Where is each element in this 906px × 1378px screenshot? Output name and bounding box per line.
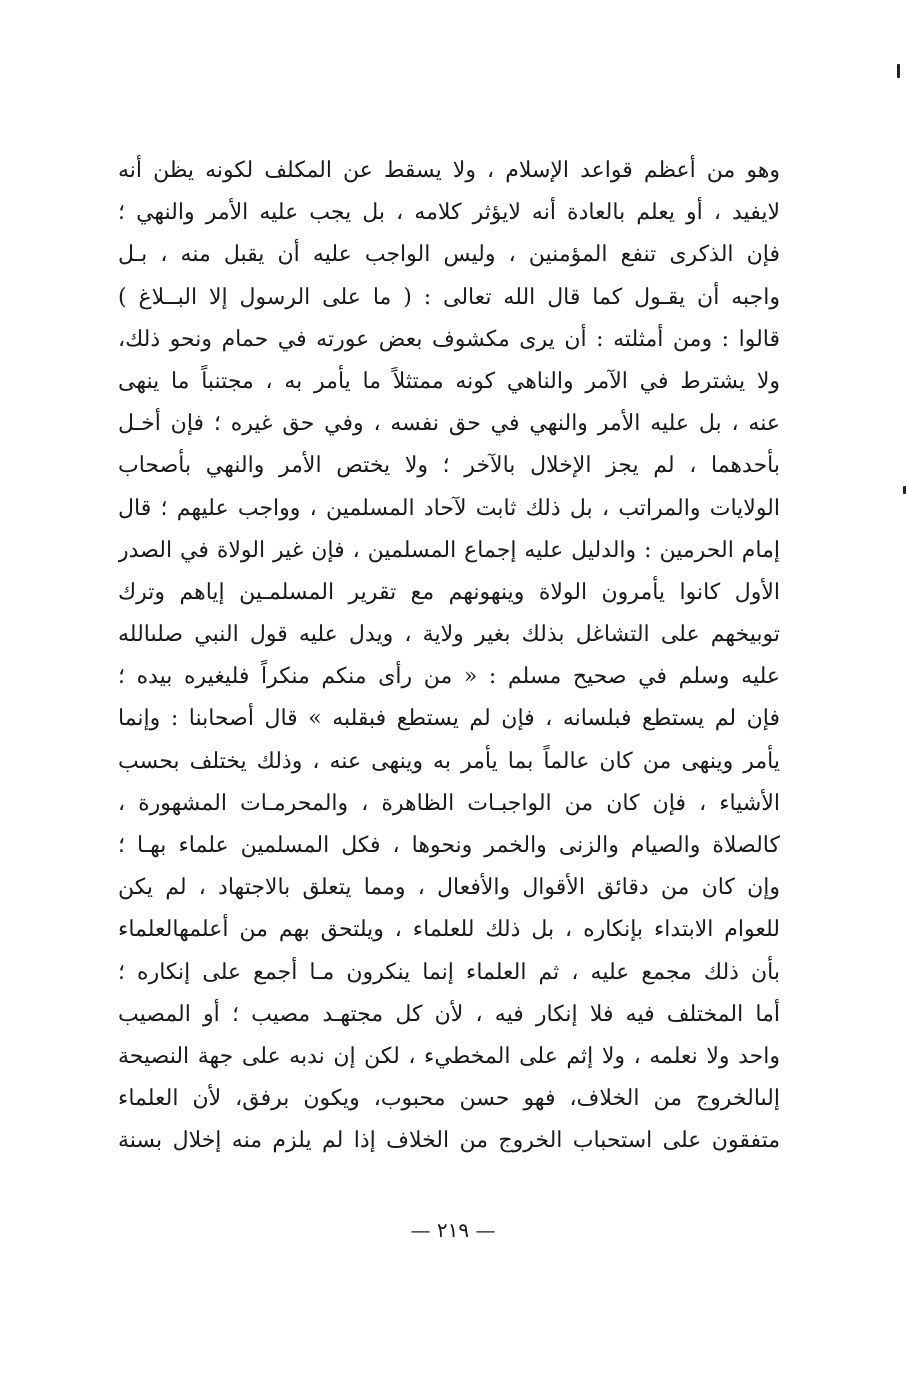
text-line: أما المختلف فيه فلا إنكار فيه ، لأن كل مجتهـد مصيب ؛ أو المصيب [118, 1001, 780, 1027]
text-line: عليه وسلم في صحيح مسلم : « من رأى منكم منكراً فليغيره بيده ؛ [118, 664, 780, 690]
text-line: وإن كان من دقائق الأقوال والأفعال ، ومما يتعلق بالاجتهاد ، لم يكن [118, 875, 780, 901]
text-line: وهو من أعظم قواعد الإسلام ، ولا يسقط عن المكلف لكونه يظن أنه [118, 158, 780, 183]
text-line: واحد ولا نعلمه ، ولا إثم على المخطيء ، لكن إن ندبه على جهة النصيحة [118, 1043, 780, 1069]
text-line: كالصلاة والصيام والزنى والخمر ونحوها ، فكل المسلمين علماء بهـا ؛ [118, 833, 780, 858]
text-line: إمام الحرمين : والدليل عليه إجماع المسلمين ، فإن غير الولاة في الصدر [118, 537, 780, 563]
text-line: الأول كانوا يأمرون الولاة وينهونهم مع تقرير المسلمـين إياهم وترك [118, 579, 780, 605]
scan-mark [897, 64, 900, 78]
text-line: ولا يشترط في الآمر والناهي كونه ممتثلاً ما يأمر به ، مجتنباً ما ينهى [118, 368, 780, 394]
text-line: بأحدهما ، لم يجز الإخلال بالآخر ؛ ولا يختص الأمر والنهي بأصحاب [118, 453, 780, 479]
text-line: للعوام الابتداء بإنكاره ، بل ذلك للعلماء ، ويلتحق بهم من أعلمهالعلماء [118, 917, 780, 943]
text-line: واجبه أن يقـول كما قال الله تعالى : ( ما على الرسول إلا البــلاغ ) [118, 284, 780, 310]
text-line: متفقون على استحباب الخروج من الخلاف إذا لم يلزم منه إخلال بسنة [118, 1128, 780, 1154]
text-line: بأن ذلك مجمع عليه ، ثم العلماء إنما ينكرون مـا أجمع على إنكاره ؛ [118, 959, 780, 985]
text-line: الأشياء ، فإن كان من الواجبـات الظاهرة ، والمحرمـات المشهورة ، [118, 790, 780, 816]
body-text [118, 150, 780, 1163]
text-line: قالوا : ومن أمثلته : أن يرى مكشوف بعض عورته في حمام ونحو ذلك، [118, 326, 780, 352]
text-line: يأمر وينهى من كان عالماً بما يأمر به وينهى عنه ، وذلك يختلف بحسب [118, 748, 780, 774]
text-line: فإن الذكرى تنفع المؤمنين ، وليس الواجب عليه أن يقبل منه ، بـل [118, 242, 780, 268]
text-line: توبيخهم على التشاغل بذلك بغير ولاية ، ويدل عليه قول النبي صلىالله [118, 622, 780, 648]
text-line: لايفيد ، أو يعلم بالعادة أنه لايؤثر كلامه ، بل يجب عليه الأمر والنهي ؛ [118, 200, 780, 226]
text-line: عنه ، بل عليه الأمر والنهي في حق نفسه ، وفي حق غيره ؛ فإن أخـل [118, 411, 780, 437]
text-line: إلىالخروج من الخلاف، فهو حسن محبوب، ويكون برفق، لأن العلماء [118, 1086, 780, 1112]
text-line: الولايات والمراتب ، بل ذلك ثابت لآحاد المسلمين ، وواجب عليهم ؛ قال [118, 495, 780, 521]
text-line: فإن لم يستطع فبلسانه ، فإن لم يستطع فبقلبه » قال أصحابنا : وإنما [118, 706, 780, 732]
page-number: — ٢١٩ — [410, 1218, 496, 1242]
